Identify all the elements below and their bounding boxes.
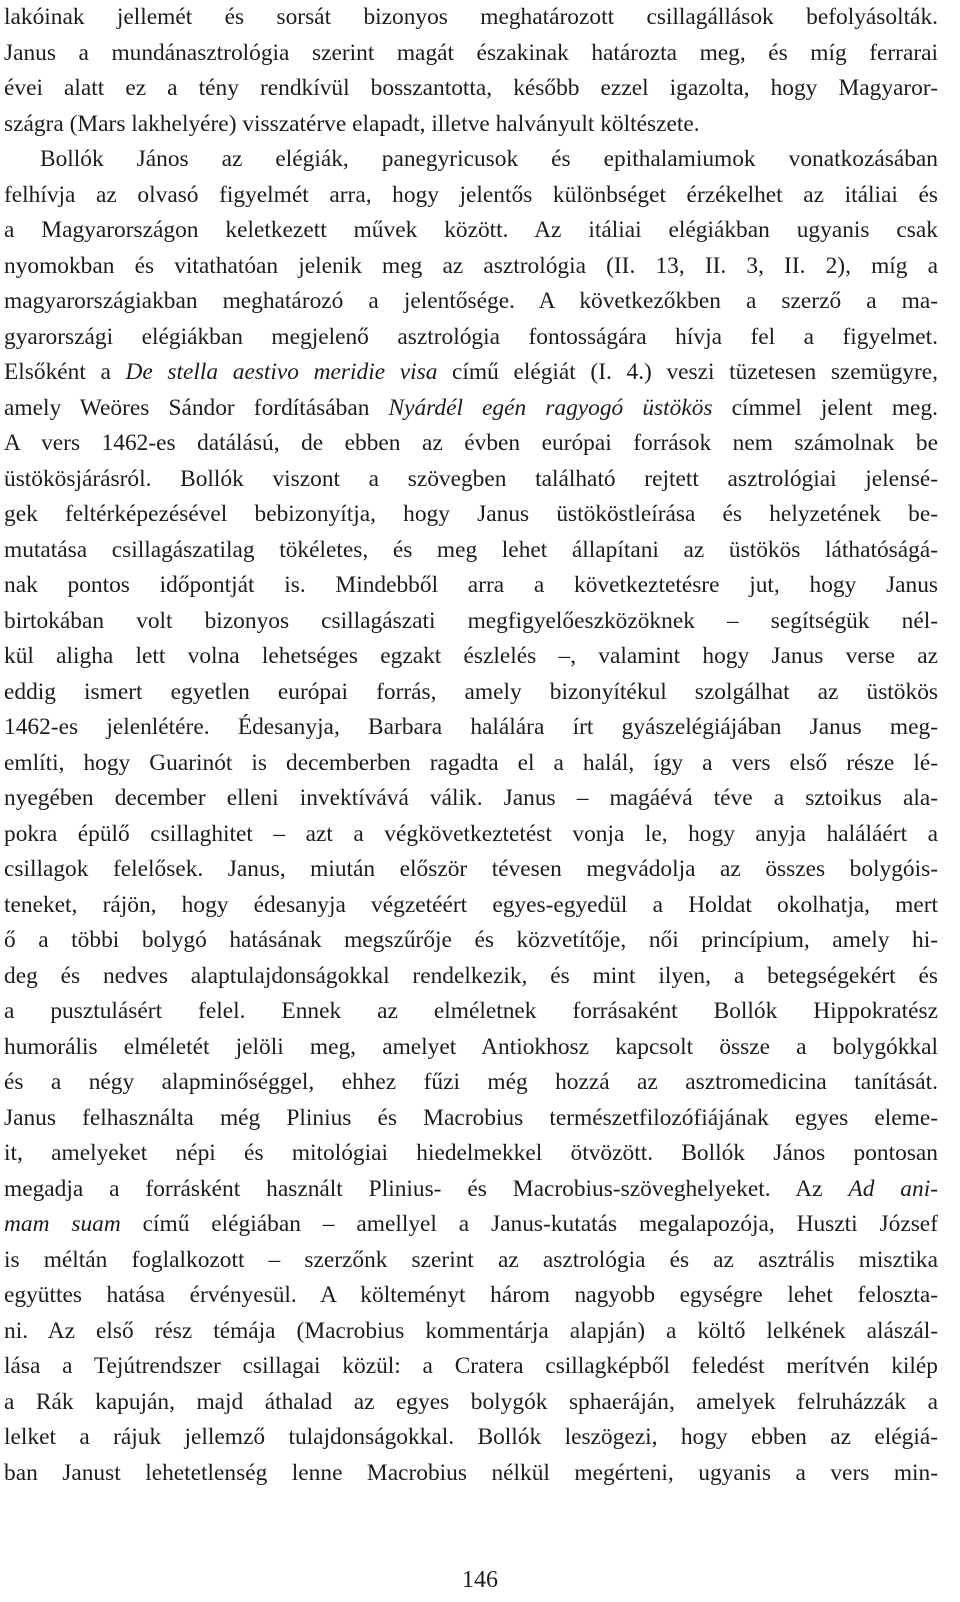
text-segment: együttes hatása érvényesül. A költeményt három nagyobb egységre lehet feloszta- — [4, 1282, 938, 1308]
text-segment: évei alatt ez a tény rendkívül bosszantotta, később ezzel igazolta, hogy Magyaror- — [4, 75, 938, 101]
text-segment: gyarországi elégiákban megjelenő asztrológia fontosságára hívja fel a figyelmet. — [4, 323, 938, 350]
text-segment: A vers 1462-es datálású, de ebben az évben európai források nem számolnak be — [4, 430, 938, 456]
text-line — [4, 1349, 938, 1385]
italic-title: Nyárdél egén ragyogó üstökös — [388, 394, 713, 421]
text-segment: 1462-es jelenlétére. Édesanyja, Barbara halálára írt gyászelégiájában Janus meg- — [4, 714, 938, 740]
text-line — [4, 320, 938, 356]
text-line — [4, 888, 938, 924]
text-segment: felhívja az olvasó figyelmét arra, hogy jelentős különbséget érzékelhet az itáliai és — [4, 181, 938, 208]
text-body — [4, 0, 938, 1491]
text-segment: pokra épülő csillaghitet – azt a végkövetkeztetést vonja le, hogy anyja haláláért a — [4, 820, 938, 847]
text-segment: a Rák kapuján, majd áthalad az egyes bolygók sphaeráján, amelyek felruházzák a — [4, 1388, 938, 1415]
text-segment: és a négy alapminőséggel, ehhez fűzi még hozzá az asztromedicina tanítását. — [4, 1069, 938, 1095]
text-line — [4, 497, 938, 533]
text-line — [4, 142, 938, 178]
text-segment: Janus felhasználta még Plinius és Macrobius természetfilozófiájának egyes eleme- — [4, 1104, 938, 1131]
text-segment: birtokában volt bizonyos csillagászati megfigyelőeszközöknek – segítségük nél- — [4, 607, 938, 634]
text-segment: lakóinak jellemét és sorsát bizonyos meghatározott csillagállások befolyásolták. — [4, 4, 938, 30]
text-line — [4, 1420, 938, 1456]
text-line — [4, 1243, 938, 1279]
text-line — [4, 462, 938, 498]
text-segment: deg és nedves alaptulajdonságokkal rendelkezik, és mint ilyen, a betegségekért és — [4, 962, 938, 989]
text-segment: ni. Az első rész témája (Macrobius kommentárja alapján) a költő lelkének alászál- — [4, 1317, 938, 1344]
text-line — [4, 1314, 938, 1350]
text-segment: ban Janust lehetetlenség lenne Macrobius nélkül megérteni, ugyanis a vers min- — [4, 1459, 938, 1486]
text-segment: kül aligha lett volna lehetséges egzakt észlelés –, valamint hogy Janus verse az — [4, 643, 938, 669]
text-line — [4, 1136, 938, 1172]
italic-title: De stella aestivo meridie visa — [125, 359, 438, 385]
text-segment: nyomokban és vitathatóan jelenik meg az asztrológia (II. 13, II. 3, II. 2), míg a — [4, 252, 938, 279]
text-segment: című elégiát (I. 4.) veszi tüzetesen szemügyre, — [437, 359, 938, 385]
text-segment: című elégiában – amellyel a Janus-kutatás megalapozója, Huszti József — [120, 1211, 938, 1237]
text-segment: lelket a rájuk jellemző tulajdonságokkal. Bollók leszögezi, hogy ebben az elégiá- — [4, 1424, 938, 1450]
text-segment: amely Weöres Sándor fordításában — [4, 394, 389, 421]
text-line — [4, 1065, 938, 1101]
text-segment: a Magyarországon keletkezett művek között. Az itáliai elégiákban ugyanis csak — [4, 217, 938, 243]
text-segment: megadja a forrásként használt Plinius- és Macrobius-szöveghelyeket. Az — [4, 1175, 849, 1202]
text-line — [4, 781, 938, 817]
text-segment: magyarországiakban meghatározó a jelentősége. A következőkben a szerző a ma- — [4, 288, 938, 314]
text-line — [4, 36, 938, 72]
text-segment: Janus a mundánasztrológia szerint magát északinak határozta meg, és míg ferrarai — [4, 39, 938, 66]
text-line — [4, 213, 938, 249]
text-segment: teneket, rájön, hogy édesanyja végzetéért egyes-egyedül a Holdat okolhatja, mert — [4, 891, 938, 918]
text-segment: mutatása csillagászatilag tökéletes, és meg lehet állapítani az üstökös láthatóságá- — [4, 536, 938, 563]
text-line — [4, 533, 938, 569]
text-line — [4, 817, 938, 853]
page-number: 146 — [462, 1567, 498, 1593]
text-line — [4, 355, 938, 391]
text-line — [4, 568, 938, 604]
italic-title: Ad ani- — [848, 1175, 938, 1202]
text-segment: ő a többi bolygó hatásának megszűrője és közvetítője, női princípium, amely hi- — [4, 927, 938, 953]
text-segment: szágra (Mars lakhelyére) visszatérve elapadt, illetve halványult költészete. — [4, 110, 700, 137]
text-segment: humorális elméletét jelöli meg, amelyet Antiokhosz kapcsolt össze a bolygókkal — [4, 1033, 938, 1060]
text-line — [4, 1172, 938, 1208]
text-line — [4, 746, 938, 782]
text-line — [4, 284, 938, 320]
text-segment: nyegében december elleni invektívává válik. Janus – magáévá téve a sztoikus ala- — [4, 785, 938, 811]
text-segment: it, amelyeket népi és mitológiai hiedelmekkel ötvözött. Bollók János pontosan — [4, 1140, 938, 1166]
text-line — [4, 426, 938, 462]
text-segment: gek feltérképezésével bebizonyítja, hogy Janus üstököstleírása és helyzetének be- — [4, 501, 938, 527]
text-line — [4, 249, 938, 285]
text-segment: eddig ismert egyetlen európai forrás, amely bizonyítékul szolgálhat az üstökös — [4, 678, 938, 705]
text-segment: a pusztulásért felel. Ennek az elméletnek forrásaként Bollók Hippokratész — [4, 998, 938, 1024]
text-line — [4, 71, 938, 107]
text-line — [4, 178, 938, 214]
text-segment: csillagok felelősek. Janus, miután először tévesen megvádolja az összes bolygóis- — [4, 856, 938, 882]
text-line — [4, 1207, 938, 1243]
text-line — [4, 0, 938, 36]
text-line — [4, 1101, 938, 1137]
text-line — [4, 675, 938, 711]
text-segment: említi, hogy Guarinót is decemberben ragadta el a halál, így a vers első része lé- — [4, 749, 938, 776]
text-line — [4, 391, 938, 427]
text-segment: nak pontos időpontját is. Mindebből arra a következtetésre jut, hogy Janus — [4, 572, 938, 598]
italic-title: mam suam — [4, 1211, 121, 1237]
text-line — [4, 107, 938, 143]
text-segment: Bollók János az elégiák, panegyricusok és epithalamiumok vonatkozásában — [40, 146, 938, 172]
text-line — [4, 852, 938, 888]
text-line — [4, 1456, 938, 1492]
text-line — [4, 604, 938, 640]
text-segment: is méltán foglalkozott – szerzőnk szerint az asztrológia és az asztrális misztika — [4, 1246, 938, 1273]
text-line — [4, 994, 938, 1030]
text-segment: lása a Tejútrendszer csillagai közül: a Cratera csillagképből feledést merítvén kilép — [4, 1353, 938, 1379]
text-segment: Elsőként a — [4, 359, 126, 385]
text-line — [4, 710, 938, 746]
text-line — [4, 1278, 938, 1314]
text-line — [4, 923, 938, 959]
text-line — [4, 639, 938, 675]
text-line — [4, 1385, 938, 1421]
text-line — [4, 959, 938, 995]
text-segment: üstökösjárásról. Bollók viszont a szövegben található rejtett asztrológiai jelensé- — [4, 465, 938, 492]
text-line — [4, 1030, 938, 1066]
text-segment: címmel jelent meg. — [712, 394, 938, 421]
